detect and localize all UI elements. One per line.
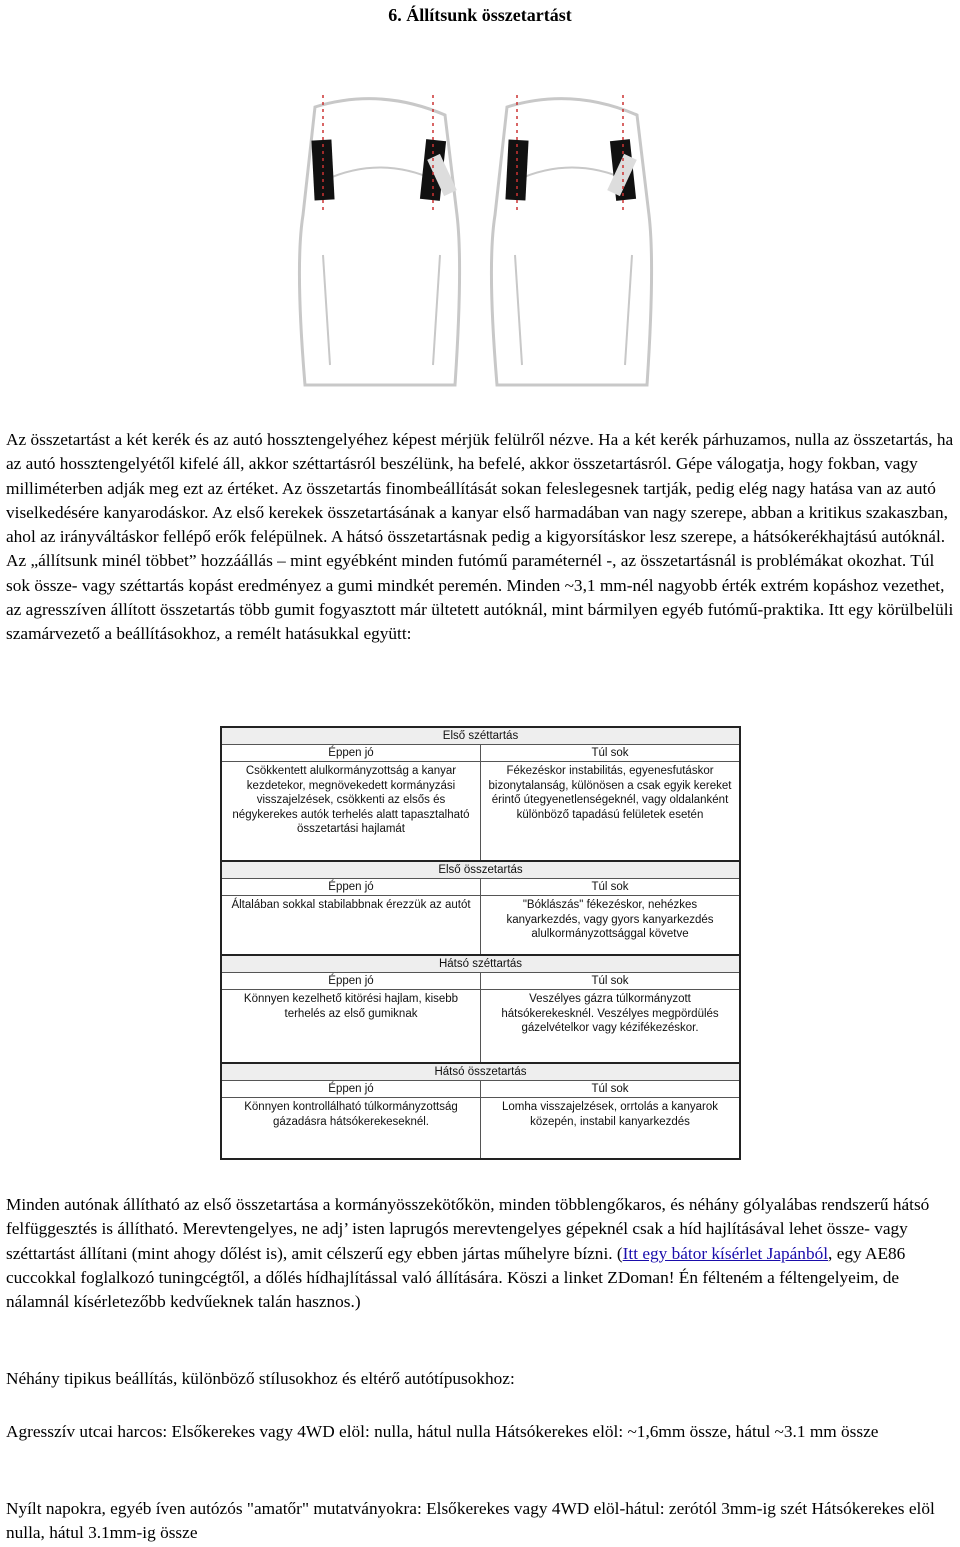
car-wheel-alignment-diagram xyxy=(285,95,670,395)
section-subheader xyxy=(222,973,739,990)
section-title: Hátsó széttartás xyxy=(222,956,739,973)
col-too-much: Túl sok xyxy=(591,747,629,759)
just-right-text: Általában sokkal stabilabbnak érezzük az autót xyxy=(222,896,481,954)
col-just-right: Éppen jó xyxy=(222,745,481,761)
too-much-text: Lomha visszajelzések, orrtolás a kanyarok közepén, instabil kanyarkezdés xyxy=(501,1101,719,1128)
street-fighter-settings: Agresszív utcai harcos: Elsőkerekes vagy 4WD elöl: nulla, hátul nulla Hátsókerekes elöl: ~1,6mm össze, hátul ~3.1 mm össze xyxy=(6,1422,879,1441)
page-title: 6. Állítsunk összetartást xyxy=(388,5,572,25)
trackday-settings: Nyílt napokra, egyéb íven autózós "amatőr" mutatványokra: Elsőkerekes vagy 4WD elöl-hátul: zerótól 3mm-ig szét Hátsókerekes elöl nulla, hátul 3.1mm-ig össze xyxy=(6,1499,935,1543)
just-right-text: Könnyen kontrollálható túlkormányzottság gázadásra hátsókerekeseknél. xyxy=(222,1098,481,1158)
section-subheader xyxy=(222,1081,739,1098)
section-subheader xyxy=(222,879,739,896)
col-just-right: Éppen jó xyxy=(222,973,481,989)
col-too-much: Túl sok xyxy=(591,975,629,987)
just-right-text: Csökkentett alulkormányzottság a kanyar kezdetekor, megnövekedett kormányzási visszajelzések, csökkenti az elsős és négykerekes autók terhelés alatt tapasztalható összetartási hajlamát xyxy=(222,762,481,860)
col-just-right: Éppen jó xyxy=(222,879,481,895)
col-too-much: Túl sok xyxy=(591,1083,629,1095)
too-much-text: Fékezéskor instabilitás, egyenesfutáskor bizonytalanság, különösen a csak egyik kereket érintő útegyenetlenségeknél, vagy oldalanként különböző tapadású felületek esetén xyxy=(488,765,732,821)
intro-paragraph: Az összetartást a két kerék és az autó hossztengelyéhez képest mérjük felülről nézve. Ha a két kerék párhuzamos, nulla az összetartás, ha az autó hossztengelyétől kifelé áll, akkor széttartásról beszélünk, ha befelé, akkor összetartásról. Gépe válogatja, hogy fokban, vagy milliméterben adják meg ezt az értéket. Az összetartás finombeállítását sokan feleslegesnek tartják, pedig elég nagy hatása van az autó viselkedésére kanyarodáskor. Az első kerekek összetartásának a kanyar első harmadában van nagy szerepe, abban a kritikus szakaszban, ahol az irányváltáskor fellépő erők felépülnek. A hátsó összetartásnak pedig a kigyorsításkor lesz szerepe, a hátsókerékhajtású autóknál. Az „állítsunk minél többet” hozzáállás – mint egyébként minden futómű paraméternél -, az összetartásnál is problémákat okozhat. Túl sok össze- vagy széttartás kopást eredményez a gumi mindkét peremén. Minden ~3,1 mm-nél nagyobb érték extrém kopáshoz vezethet, az agresszíven állított összetartás több gumit fogyasztott már ültetett autóknál, mint bármilyen egyéb futómű-praktika. Itt egy körülbelüli szamárvezető a beállításokhoz, a remélt hatásukkal együtt: xyxy=(6,430,954,644)
left-wheels xyxy=(311,139,446,201)
alignment-effects-table xyxy=(220,726,741,1160)
section-body xyxy=(222,990,739,1064)
section-subheader xyxy=(222,745,739,762)
section-body xyxy=(222,762,739,862)
paragraph-text: , egy AE86 cuccokkal foglalkozó tuningcégtől, a dőlés hídhajlítással való állítására. Köszi a linket ZDoman! Én félteném a féltengelyeim, de nálamnál kísérletezőbb kedvűeknek talán hasznos.) xyxy=(6,1243,906,1312)
typical-settings-heading: Néhány tipikus beállítás, különböző stílusokhoz és eltérő autótípusokhoz: xyxy=(6,1369,515,1388)
section-body xyxy=(222,1098,739,1158)
section-body xyxy=(222,896,739,956)
japan-experiment-link[interactable]: Itt egy bátor kísérlet Japánból xyxy=(622,1243,829,1263)
adjustability-paragraph xyxy=(6,1193,954,1314)
col-just-right: Éppen jó xyxy=(222,1081,481,1097)
too-much-text: "Bóklászás" fékezéskor, nehézkes kanyarkezdés, vagy gyors kanyarkezdés alulkormányzottsággal követve xyxy=(506,899,714,940)
section-title: Első összetartás xyxy=(222,862,739,879)
just-right-text: Könnyen kezelhető kitörési hajlam, kisebb terhelés az első gumiknak xyxy=(222,990,481,1062)
too-much-text: Veszélyes gázra túlkormányzott hátsókerekesknél. Veszélyes megpördülés gázelvételkor vagy kézifékezéskor. xyxy=(501,993,719,1034)
section-title: Első széttartás xyxy=(222,728,739,745)
section-title: Hátsó összetartás xyxy=(222,1064,739,1081)
col-too-much: Túl sok xyxy=(591,881,629,893)
paragraph-text: Minden autónak állítható az első összetartása a kormányösszekötőkön, minden többlengőkaros, és néhány gólyalábas rendszerű hátsó felfüggesztés is állítható. Merevtengelyes, ne adj’ isten laprugós merevtengelyes gépeknél csak a híd hajlításával lehet össze- vagy széttartást állítani (mint ahogy dőlést is), amit célszerű egy ebben jártas műhelyre bízni. ( xyxy=(6,1195,930,1263)
